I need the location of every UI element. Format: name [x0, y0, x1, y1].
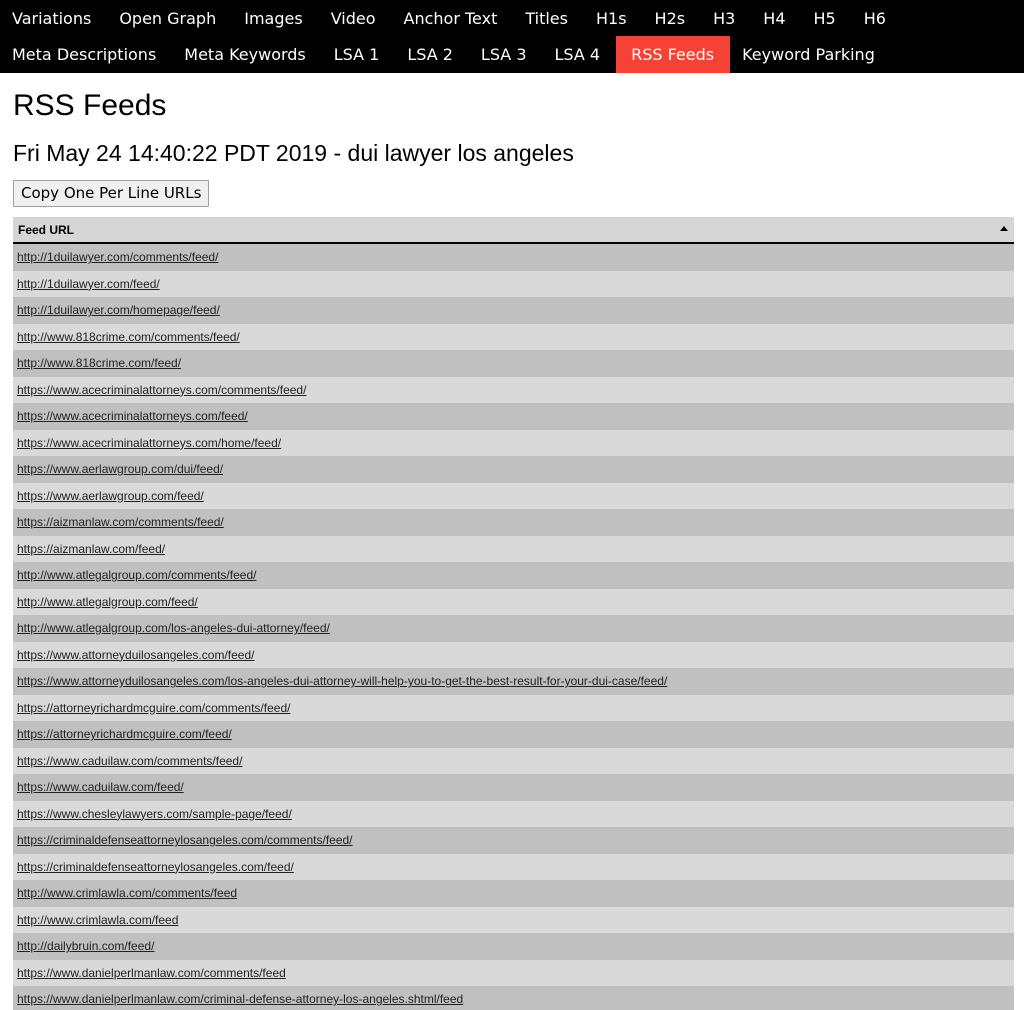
- feed-url-cell: [13, 642, 1014, 669]
- feed-url-link[interactable]: https://www.aerlawgroup.com/feed/: [17, 488, 204, 503]
- feed-url-link[interactable]: http://www.atlegalgroup.com/comments/feed/: [17, 568, 257, 583]
- main-content: [0, 89, 1024, 1010]
- feed-url-cell: [13, 243, 1014, 271]
- nav-tab-open-graph[interactable]: Open Graph: [119, 8, 217, 28]
- feed-url-cell: [13, 589, 1014, 616]
- table-row: [13, 536, 1014, 563]
- table-row: [13, 297, 1014, 324]
- nav-tab-titles[interactable]: Titles: [525, 8, 568, 28]
- nav-tab-variations[interactable]: Variations: [12, 8, 92, 28]
- nav-tab-meta-keywords[interactable]: Meta Keywords: [184, 45, 306, 64]
- feed-url-cell: [13, 350, 1014, 377]
- feed-url-cell: [13, 854, 1014, 881]
- feed-url-link[interactable]: https://www.attorneyduilosangeles.com/los-angeles-dui-attorney-will-help-you-to-get-the-best-result-for-your-dui-case/feed/: [17, 674, 668, 689]
- feed-url-cell: [13, 403, 1014, 430]
- nav-tab-lsa-1[interactable]: LSA 1: [333, 45, 380, 64]
- feed-url-link[interactable]: https://www.attorneyduilosangeles.com/feed/: [17, 647, 255, 662]
- feeds-table: [13, 217, 1014, 1010]
- feed-url-cell: [13, 562, 1014, 589]
- table-row: [13, 986, 1014, 1010]
- nav-tab-lsa-4[interactable]: LSA 4: [554, 45, 601, 64]
- feed-url-link[interactable]: https://aizmanlaw.com/comments/feed/: [17, 515, 224, 530]
- table-row: [13, 483, 1014, 510]
- feed-url-link[interactable]: https://www.aerlawgroup.com/dui/feed/: [17, 462, 224, 477]
- feed-url-link[interactable]: http://www.crimlawla.com/comments/feed: [17, 886, 238, 901]
- nav-tab-lsa-2[interactable]: LSA 2: [407, 45, 453, 64]
- feed-url-link[interactable]: https://criminaldefenseattorneylosangeles.com/feed/: [17, 859, 294, 874]
- table-row: [13, 695, 1014, 722]
- feed-url-cell: [13, 880, 1014, 907]
- table-row: [13, 430, 1014, 457]
- table-row: [13, 589, 1014, 616]
- feed-url-cell: [13, 748, 1014, 775]
- nav-tab-h3[interactable]: H3: [713, 8, 736, 28]
- feed-url-link[interactable]: http://1duilawyer.com/feed/: [17, 276, 160, 291]
- feed-url-cell: [13, 456, 1014, 483]
- feed-url-link[interactable]: https://criminaldefenseattorneylosangeles.com/comments/feed/: [17, 833, 353, 848]
- feed-url-cell: [13, 615, 1014, 642]
- feed-url-cell: [13, 721, 1014, 748]
- feed-url-cell: [13, 907, 1014, 934]
- nav-tab-video[interactable]: Video: [330, 8, 376, 28]
- table-row: [13, 933, 1014, 960]
- nav-tab-h6[interactable]: H6: [863, 8, 886, 28]
- feeds-table-body: [13, 243, 1014, 1010]
- table-row: [13, 827, 1014, 854]
- feed-url-cell: [13, 695, 1014, 722]
- feed-url-link[interactable]: http://1duilawyer.com/homepage/feed/: [17, 303, 220, 318]
- feed-url-cell: [13, 827, 1014, 854]
- feed-url-cell: [13, 986, 1014, 1010]
- table-row: [13, 880, 1014, 907]
- nav-tab-lsa-3[interactable]: LSA 3: [480, 45, 527, 64]
- table-row: [13, 243, 1014, 271]
- report-subtitle: Fri May 24 14:40:22 PDT 2019 - dui lawyer los angeles: [13, 140, 574, 166]
- feed-url-link[interactable]: https://www.chesleylawyers.com/sample-page/feed/: [17, 806, 292, 821]
- table-row: [13, 350, 1014, 377]
- feed-url-column-header[interactable]: [13, 217, 1014, 243]
- feed-url-link[interactable]: https://www.caduilaw.com/feed/: [17, 780, 184, 795]
- table-row: [13, 801, 1014, 828]
- feed-url-link[interactable]: http://1duilawyer.com/comments/feed/: [17, 250, 219, 265]
- feed-url-link[interactable]: http://www.atlegalgroup.com/los-angeles-dui-attorney/feed/: [17, 621, 330, 636]
- nav-tab-anchor-text[interactable]: Anchor Text: [403, 8, 498, 28]
- feed-url-cell: [13, 430, 1014, 457]
- nav-row-secondary: [0, 36, 1024, 73]
- feed-url-cell: [13, 324, 1014, 351]
- feed-url-link[interactable]: http://www.818crime.com/feed/: [17, 356, 182, 371]
- nav-tab-h5[interactable]: H5: [813, 8, 836, 28]
- nav-tab-h1s[interactable]: H1s: [595, 8, 627, 28]
- table-row: [13, 960, 1014, 987]
- table-row: [13, 907, 1014, 934]
- table-row: [13, 615, 1014, 642]
- feed-url-cell: [13, 377, 1014, 404]
- nav-tab-images[interactable]: Images: [244, 8, 303, 28]
- nav-tab-h4[interactable]: H4: [763, 8, 786, 28]
- feed-url-link[interactable]: http://www.crimlawla.com/feed: [17, 912, 179, 927]
- page-title: RSS Feeds: [13, 89, 167, 122]
- feed-url-link[interactable]: https://www.danielperlmanlaw.com/criminal-defense-attorney-los-angeles.shtml/feed: [17, 992, 464, 1007]
- nav-tab-rss-feeds[interactable]: RSS Feeds: [616, 36, 730, 73]
- table-row: [13, 774, 1014, 801]
- feed-url-link[interactable]: http://www.818crime.com/comments/feed/: [17, 329, 240, 344]
- feed-url-cell: [13, 509, 1014, 536]
- feed-url-link[interactable]: http://dailybruin.com/feed/: [17, 939, 155, 954]
- table-row: [13, 324, 1014, 351]
- feed-url-cell: [13, 668, 1014, 695]
- column-header-label: Feed URL: [18, 222, 75, 237]
- table-row: [13, 403, 1014, 430]
- feed-url-cell: [13, 297, 1014, 324]
- table-row: [13, 562, 1014, 589]
- feed-url-cell: [13, 801, 1014, 828]
- feed-url-cell: [13, 960, 1014, 987]
- feed-url-link[interactable]: https://www.acecriminalattorneys.com/feed/: [17, 409, 248, 424]
- feed-url-cell: [13, 483, 1014, 510]
- table-row: [13, 377, 1014, 404]
- table-row: [13, 456, 1014, 483]
- feed-url-cell: [13, 271, 1014, 298]
- table-row: [13, 721, 1014, 748]
- nav-row-primary: [0, 0, 1024, 36]
- table-row: [13, 642, 1014, 669]
- table-row: [13, 271, 1014, 298]
- table-row: [13, 748, 1014, 775]
- feed-url-link[interactable]: https://attorneyrichardmcguire.com/comments/feed/: [17, 700, 291, 715]
- feed-url-cell: [13, 933, 1014, 960]
- feed-url-link[interactable]: https://www.acecriminalattorneys.com/home/feed/: [17, 435, 282, 450]
- feed-url-cell: [13, 536, 1014, 563]
- feed-url-cell: [13, 774, 1014, 801]
- feed-url-link[interactable]: https://www.acecriminalattorneys.com/comments/feed/: [17, 382, 307, 397]
- table-row: [13, 854, 1014, 881]
- copy-urls-button[interactable]: Copy One Per Line URLs: [13, 180, 209, 207]
- feed-url-link[interactable]: http://www.atlegalgroup.com/feed/: [17, 594, 198, 609]
- nav-tab-meta-descriptions[interactable]: Meta Descriptions: [12, 45, 157, 64]
- feed-url-link[interactable]: https://aizmanlaw.com/feed/: [17, 541, 166, 556]
- sort-ascending-icon[interactable]: [1000, 226, 1008, 231]
- table-row: [13, 509, 1014, 536]
- feed-url-link[interactable]: https://www.caduilaw.com/comments/feed/: [17, 753, 243, 768]
- feed-url-link[interactable]: https://attorneyrichardmcguire.com/feed/: [17, 727, 232, 742]
- feed-url-link[interactable]: https://www.danielperlmanlaw.com/comments/feed: [17, 965, 286, 980]
- nav-tab-keyword-parking[interactable]: Keyword Parking: [742, 45, 875, 64]
- top-navigation: [0, 0, 1024, 73]
- table-row: [13, 668, 1014, 695]
- nav-tab-h2s[interactable]: H2s: [654, 8, 686, 28]
